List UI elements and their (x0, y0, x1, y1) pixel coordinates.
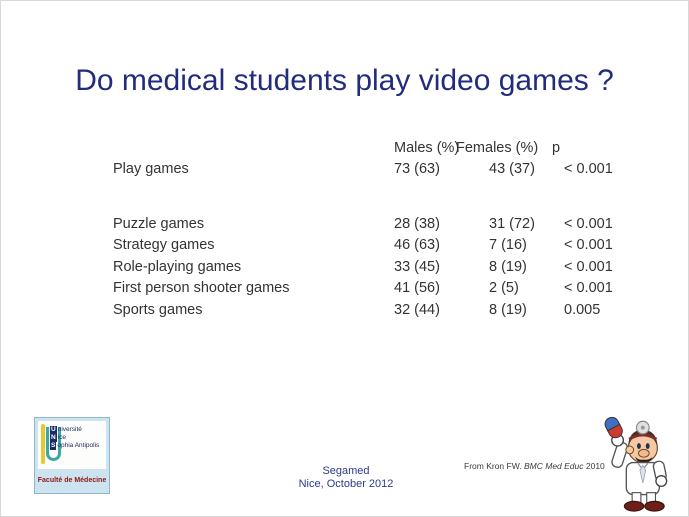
table-row (113, 237, 673, 258)
logo-word: ice (57, 434, 67, 441)
university-logo (34, 417, 110, 494)
logo-line (50, 426, 99, 434)
table-header-row (113, 140, 673, 161)
row-label: Sports games (113, 302, 203, 318)
event-footer (266, 465, 426, 491)
logo-line (50, 434, 99, 442)
citation-year: 2010 (583, 461, 605, 471)
header-p-value: p (552, 140, 561, 156)
p-value: < 0.001 (564, 259, 613, 275)
uns-logo-art (38, 421, 106, 469)
females-value: 8 (19) (489, 302, 527, 318)
females-value: 2 (5) (489, 280, 519, 296)
row-label: Puzzle games (113, 216, 205, 232)
row-label: Role-playing games (113, 259, 242, 275)
event-name: Segamed (322, 465, 370, 477)
header-males: Males (%) (394, 140, 460, 156)
females-value: 31 (72) (489, 216, 535, 232)
faculty-label: Faculté de Médecine (37, 477, 107, 484)
citation-journal: BMC Med Educ (523, 461, 584, 471)
p-value: < 0.001 (564, 216, 613, 232)
males-value: 41 (56) (394, 280, 440, 296)
page-title: Do medical students play video games ? (75, 64, 614, 97)
citation (464, 461, 605, 471)
logo-word: niversité (57, 426, 82, 433)
males-value: 32 (44) (394, 302, 440, 318)
logo-initial: N (51, 434, 56, 441)
logo-yellow-bar (41, 424, 45, 464)
row-label: First person shooter games (113, 280, 290, 296)
p-value: < 0.001 (564, 280, 613, 296)
table-row (113, 216, 673, 237)
results-table (113, 140, 673, 330)
event-place-date: Nice, October 2012 (298, 478, 394, 490)
logo-word: ophia Antipolis (57, 442, 100, 449)
table-row (113, 259, 673, 280)
females-value: 8 (19) (489, 259, 527, 275)
p-value: < 0.001 (564, 161, 613, 177)
p-value: < 0.001 (564, 237, 613, 253)
logo-line (50, 442, 99, 450)
males-value: 33 (45) (394, 259, 440, 275)
males-value: 28 (38) (394, 216, 440, 232)
table-row (113, 280, 673, 301)
citation-prefix: From Kron FW. (464, 461, 524, 471)
table-row (113, 302, 673, 323)
logo-wordmark (50, 426, 99, 450)
logo-initial: S (51, 442, 56, 449)
p-value: 0.005 (564, 302, 601, 318)
header-females: Females (%) (456, 140, 539, 156)
row-label: Strategy games (113, 237, 215, 253)
dr-mario-mascot-icon (598, 413, 676, 514)
table-row (113, 161, 673, 182)
row-label: Play games (113, 161, 189, 177)
females-value: 43 (37) (489, 161, 535, 177)
males-value: 46 (63) (394, 237, 440, 253)
males-value: 73 (63) (394, 161, 440, 177)
logo-initial: U (51, 426, 56, 433)
females-value: 7 (16) (489, 237, 527, 253)
